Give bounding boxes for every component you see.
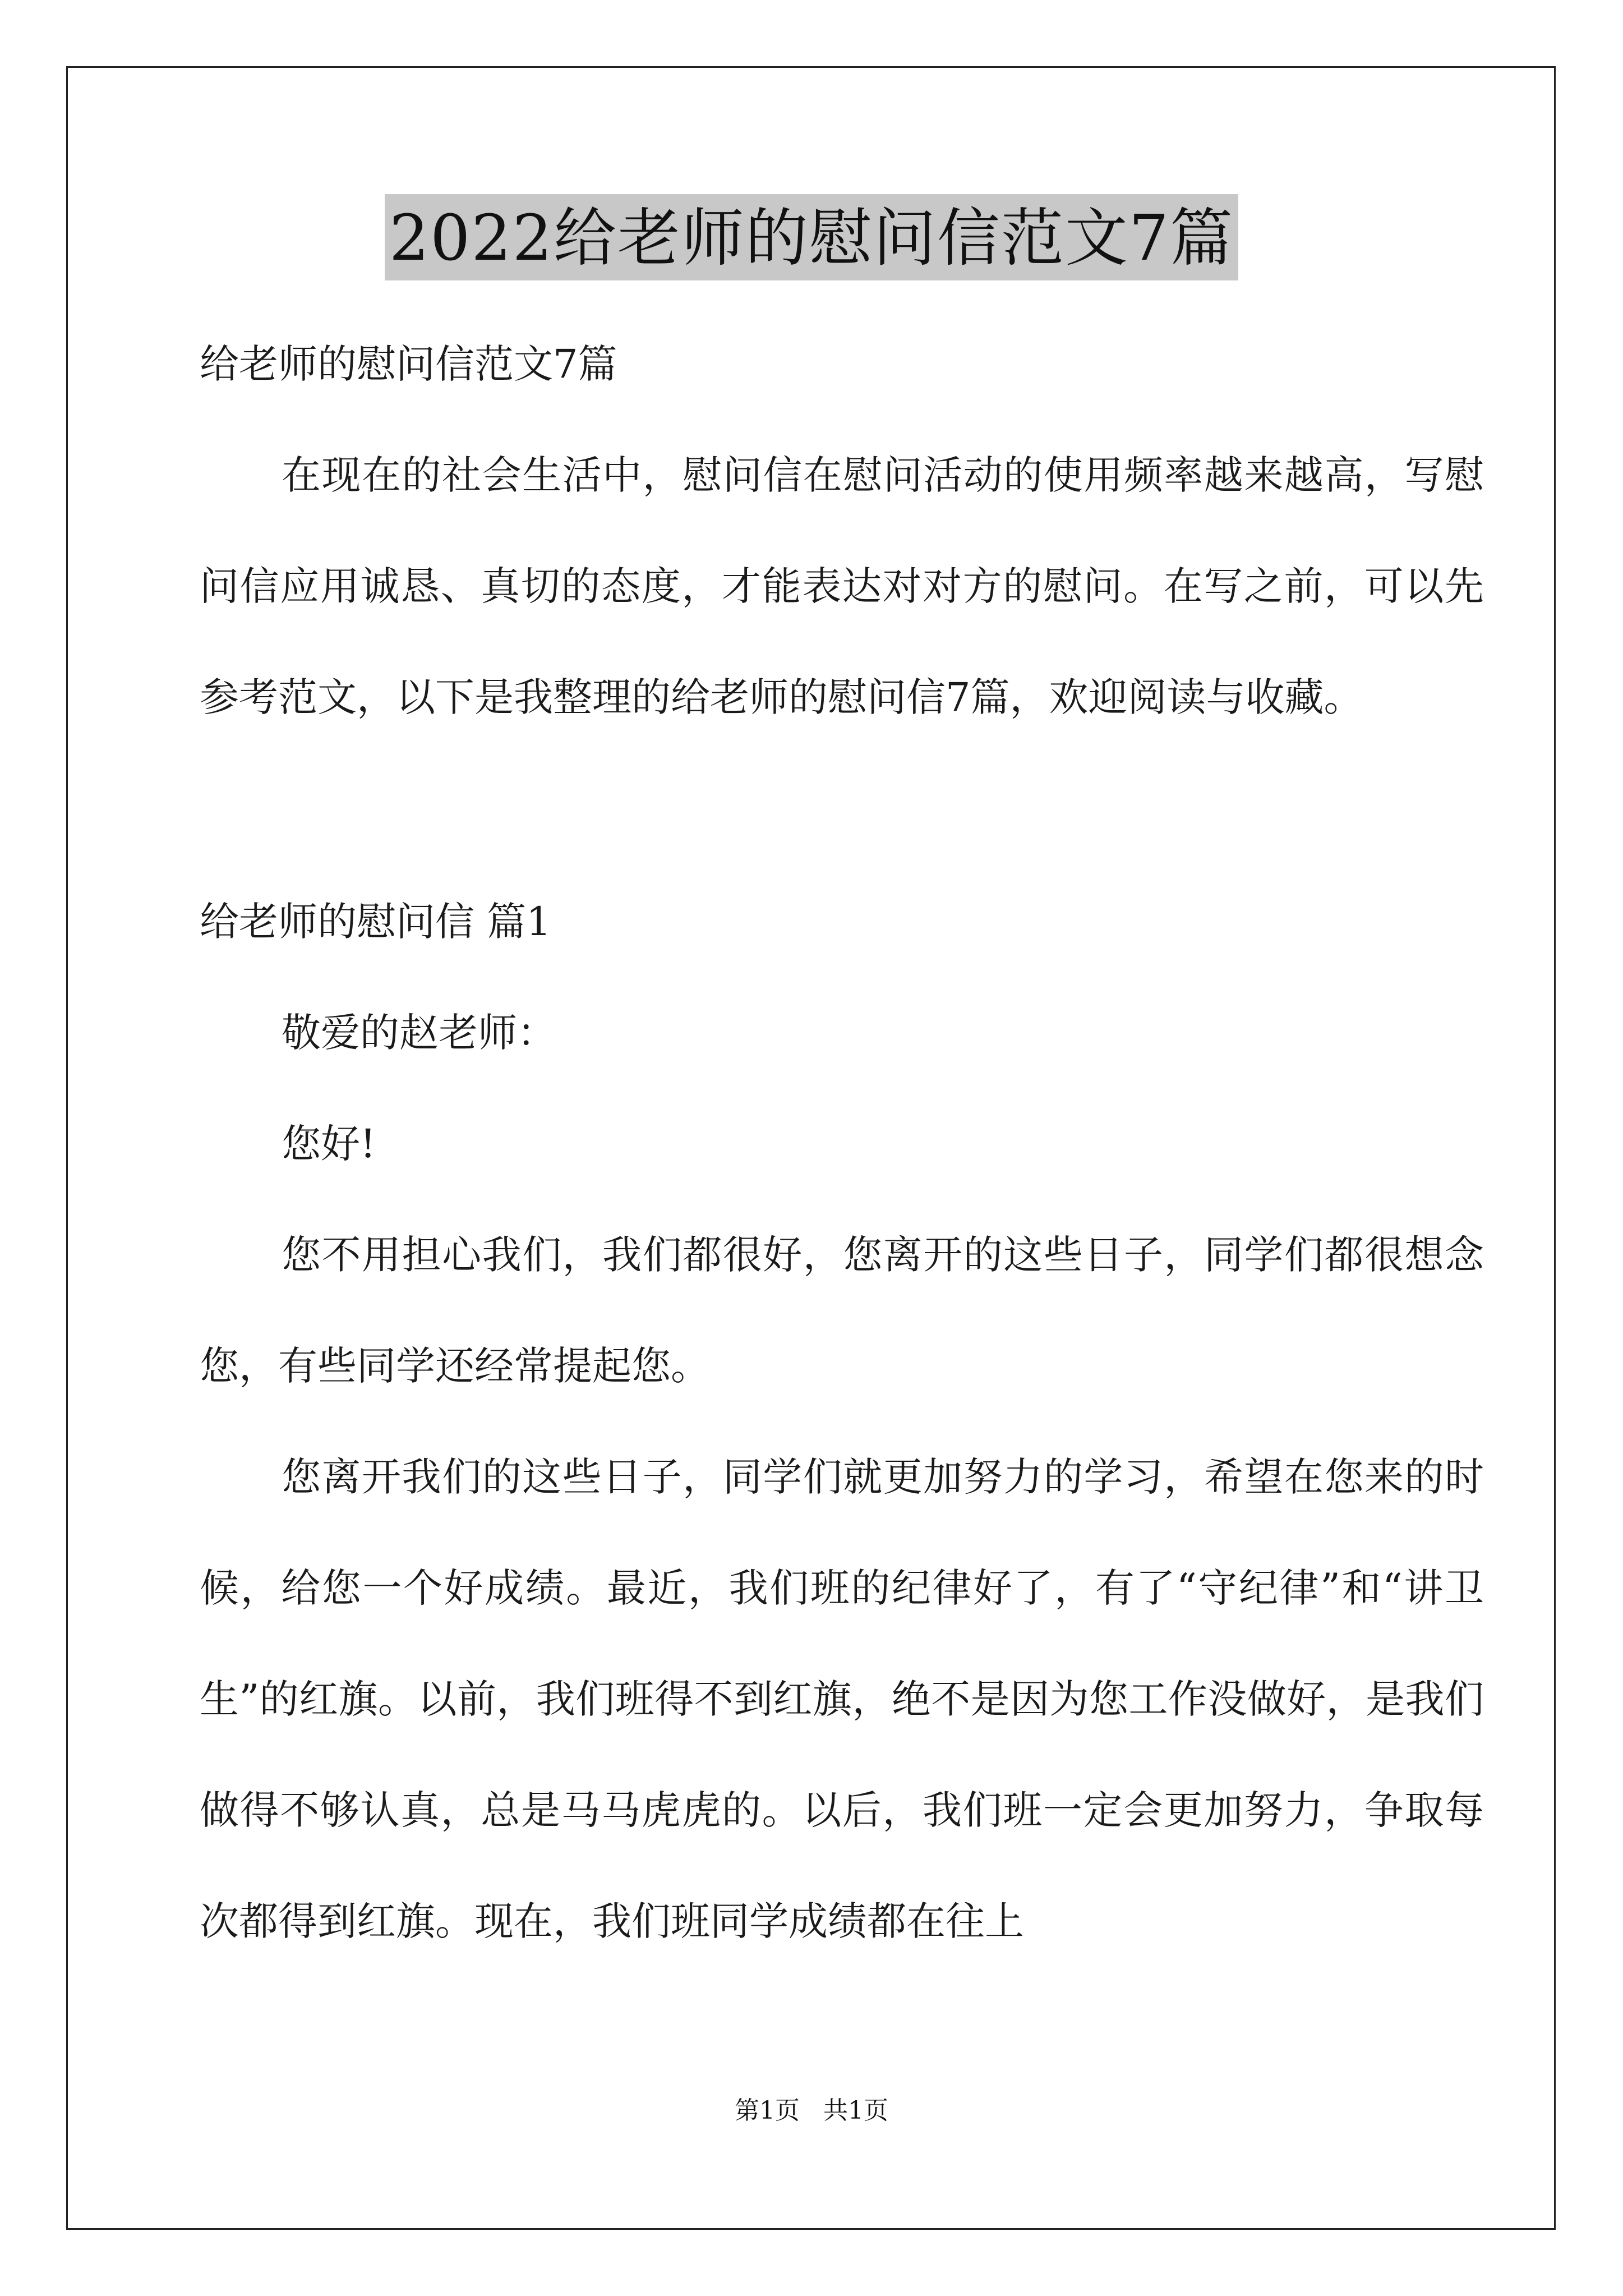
- page-footer: [0, 2090, 1623, 2126]
- title-container: [0, 194, 1623, 280]
- document-title: 2022给老师的慰问信范文7篇: [385, 194, 1238, 280]
- page-number: 第1页: [735, 2096, 800, 2125]
- letter-greeting: 您好!: [282, 1121, 376, 1167]
- section-heading: 给老师的慰问信 篇1: [200, 899, 551, 945]
- letter-paragraph-1: 您不用担心我们，我们都很好，您离开的这些日子，同学们都很想念您，有些同学还经常提起您。: [200, 1232, 1484, 1389]
- section-spacer: [200, 753, 1484, 866]
- document-subtitle: 给老师的慰问信范文7篇: [200, 341, 617, 387]
- letter-paragraph-2: 您离开我们的这些日子，同学们就更加努力的学习，希望在您来的时候，给您一个好成绩。最近，我们班的纪律好了，有了“守纪律”和“讲卫生”的红旗。以前，我们班得不到红旗，绝不是因为您工作没做好，是我们做得不够认真，总是马马虎虎的。以后，我们班一定会更加努力，争取每次都得到红旗。现在，我们班同学成绩都在往上: [200, 1454, 1484, 1944]
- letter-salutation: 敬爱的赵老师：: [282, 1010, 556, 1056]
- page-total: 共1页: [823, 2096, 888, 2125]
- document-body: [200, 309, 1484, 1977]
- intro-paragraph: 在现在的社会生活中，慰问信在慰问活动的使用频率越来越高，写慰问信应用诚恳、真切的态度，才能表达对对方的慰问。在写之前，可以先参考范文，以下是我整理的给老师的慰问信7篇，欢迎阅读与收藏。: [200, 452, 1484, 720]
